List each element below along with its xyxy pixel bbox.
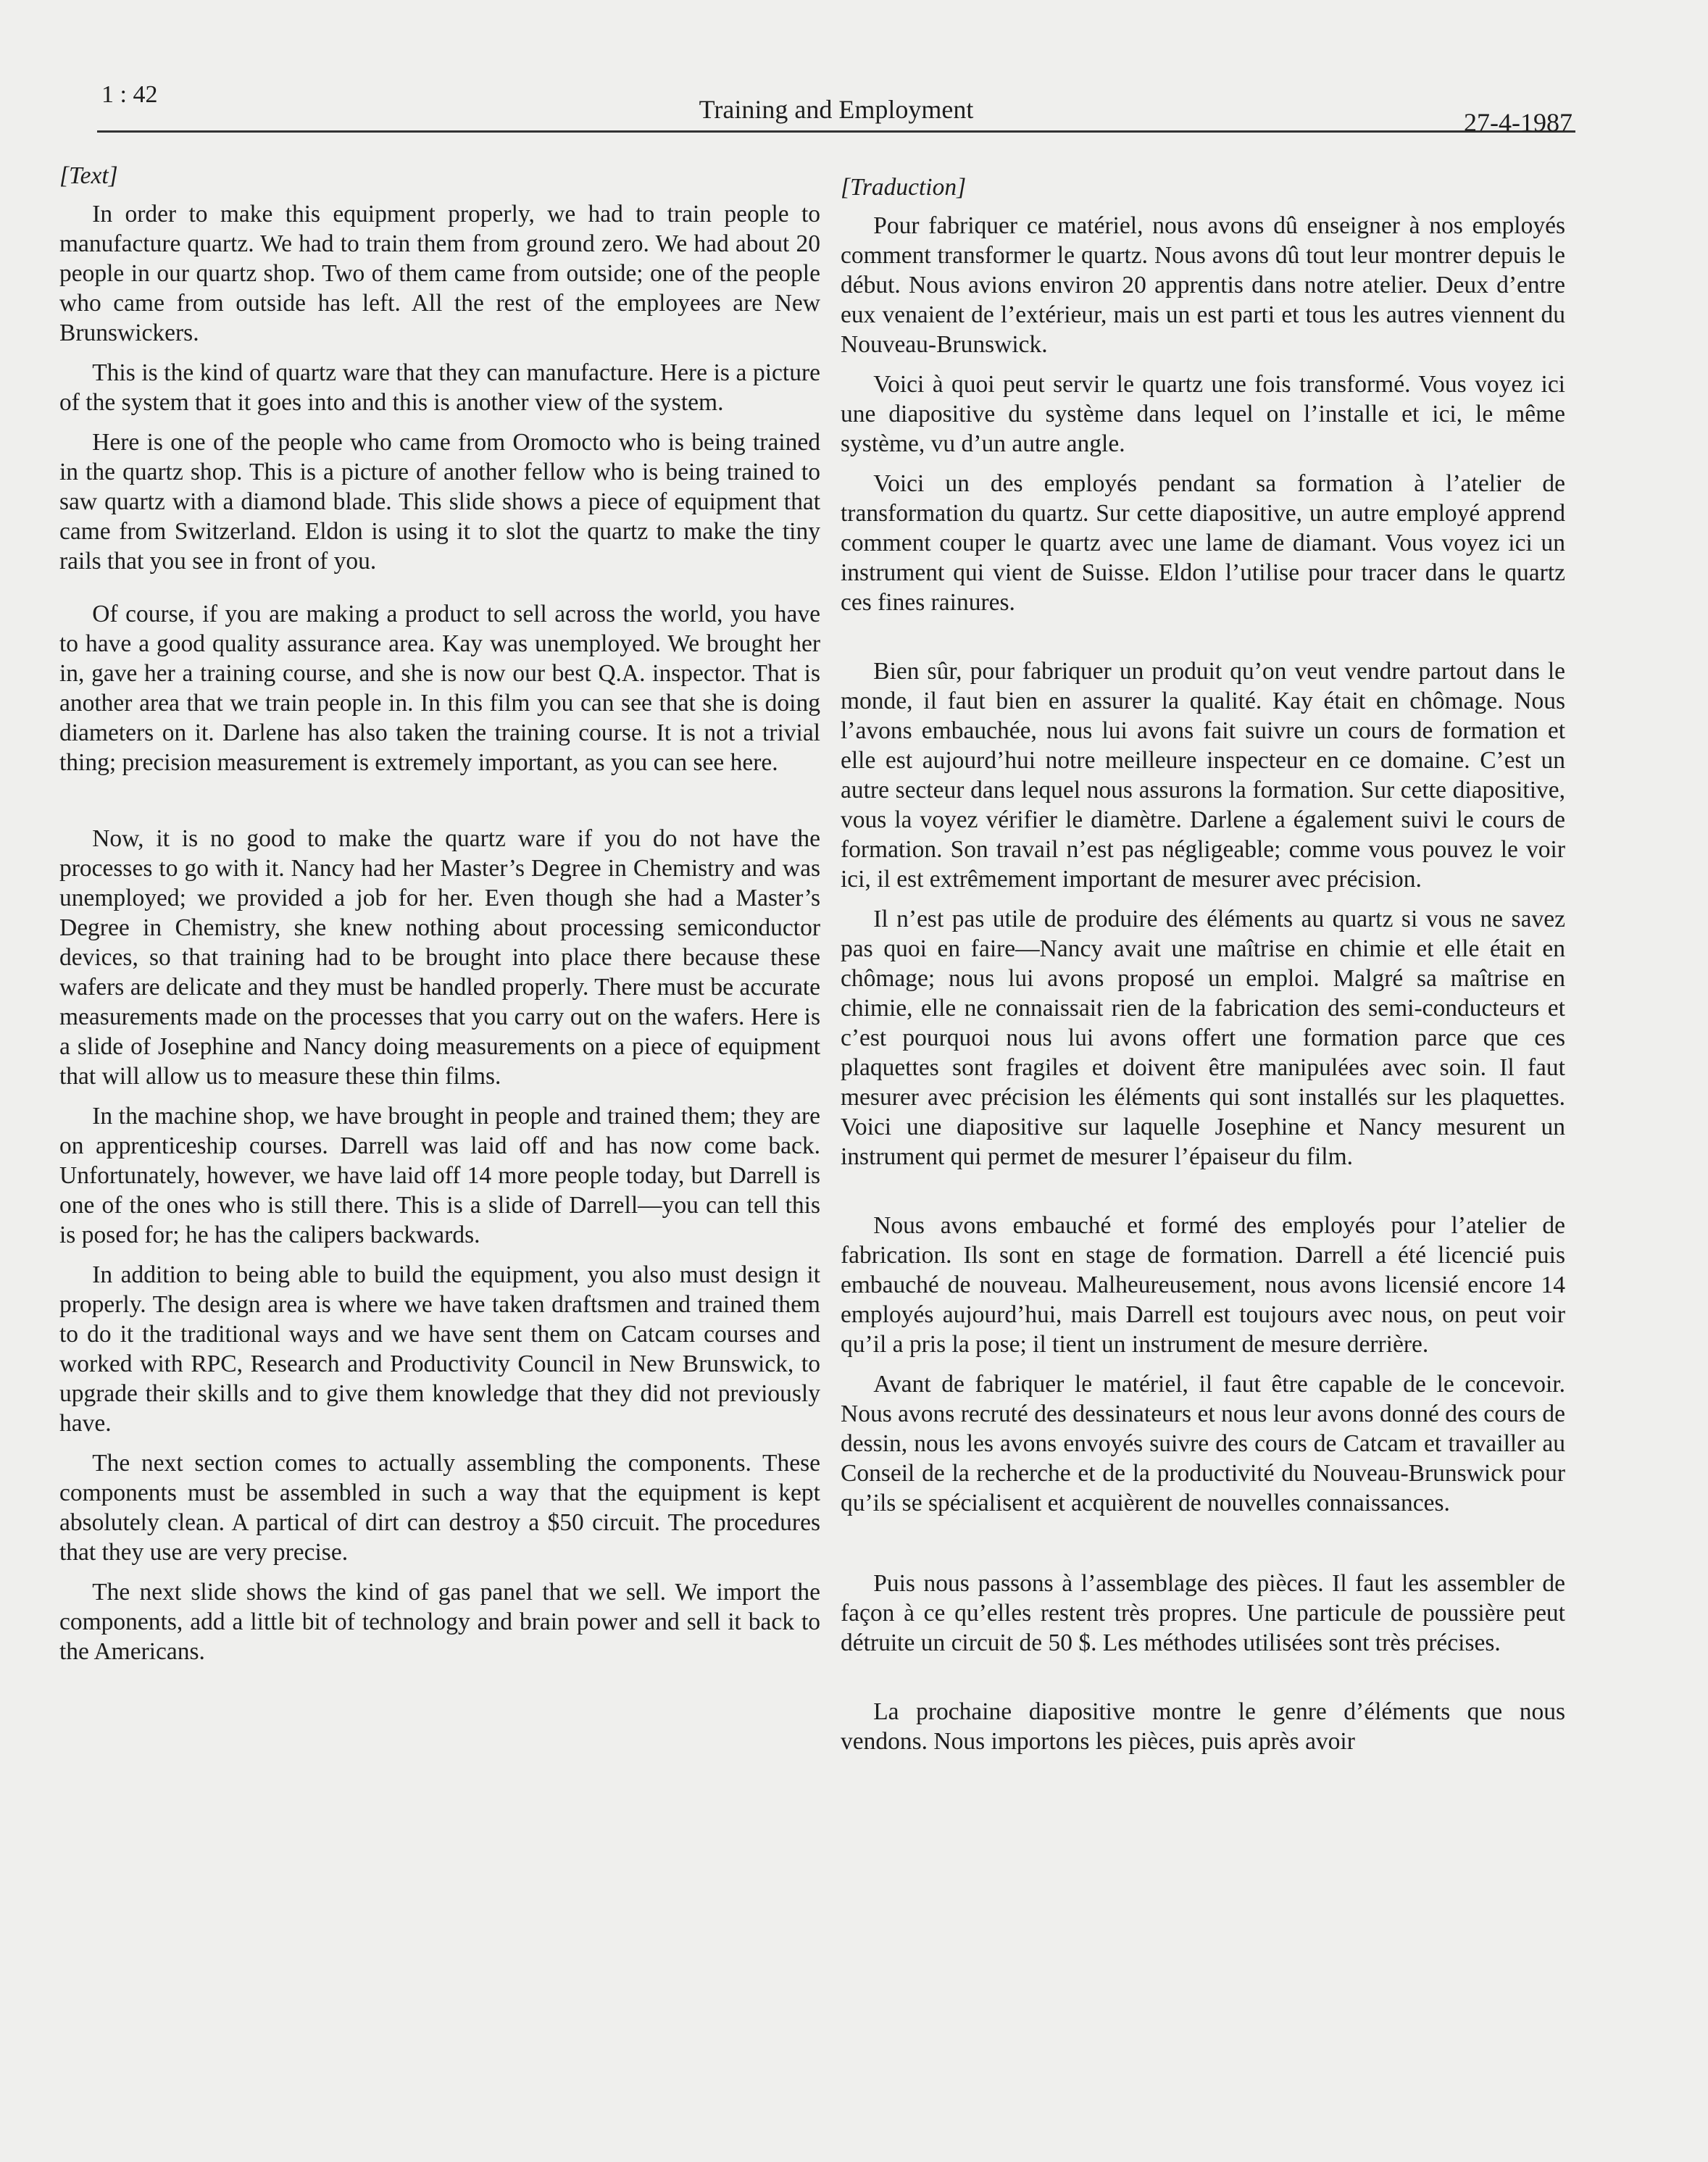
french-paragraph: Il n’est pas utile de produire des éléments au quartz si vous ne savez pas quoi en faire—Nancy avait une maîtrise en chimie et elle était en chômage; nous lui avons proposé un emploi. Malgré sa maîtrise en chimie, elle ne connaissait rien de la fabrication des semi-conducteurs et c’est pourquoi nous lui avons offert une formation parce que ces plaquettes sont fragiles et doivent être manipulées avec soin. Il faut mesurer avec précision les éléments qui sont installés sur les plaquettes. Voici une diapositive sur laquelle Josephine et Nancy mesurent un instrument qui permet de mesurer l’épaiseur du film.: [841, 906, 1565, 1170]
english-paragraph: The next slide shows the kind of gas panel that we sell. We import the components, add a little bit of technology and brain power and sell it back to the Americans.: [59, 1579, 820, 1665]
french-paragraph: La prochaine diapositive montre le genre d’éléments que nous vendons. Nous importons les pièces, puis après avoir: [841, 1698, 1565, 1755]
page-header: [97, 75, 1575, 137]
english-paragraph: In addition to being able to build the equipment, you also must design it properly. The design area is where we have taken draftsmen and trained them to do it the traditional ways and we have sent them on Catcam courses and worked with RPC, Research and Productivity Council in New Brunswick, to upgrade their skills and to give them knowledge that they did not previously have.: [59, 1261, 820, 1437]
french-paragraph: Puis nous passons à l’assemblage des pièces. Il faut les assembler de façon à ce qu’elles restent très propres. Une particule de poussière peut détruite un circuit de 50 $. Les méthodes utilisées sont très précises.: [841, 1570, 1565, 1656]
english-heading: [Text]: [59, 162, 118, 189]
english-paragraph: Of course, if you are making a product to sell across the world, you have to have a good quality assurance area. Kay was unemployed. We brought her in, gave her a training course, and she is now our best Q.A. inspector. That is another area that we train people in. In this film you can see that she is doing diameters on it. Darlene has also taken the training course. It is not a trivial thing; precision measurement is extremely important, as you can see here.: [59, 601, 820, 776]
french-paragraph: Voici à quoi peut servir le quartz une fois transformé. Vous voyez ici une diapositive du système dans lequel on l’installe et ici, le même système, vu d’un autre angle.: [841, 371, 1565, 457]
french-paragraph: Avant de fabriquer le matériel, il faut être capable de le concevoir. Nous avons recruté des dessinateurs et nous leur avons donné des cours de dessin, nous les avons envoyés suivre des cours de Catcam et travailler au Conseil de la recherche et de la productivité du Nouveau-Brunswick pour qu’ils se spécialisent et acquièrent de nouvelles connaissances.: [841, 1371, 1565, 1516]
english-paragraph: In the machine shop, we have brought in people and trained them; they are on apprenticeship courses. Darrell was laid off and has now come back. Unfortunately, however, we have laid off 14 more people today, but Darrell is one of the ones who is still there. This is a slide of Darrell—you can tell this is posed for; he has the calipers backwards.: [59, 1103, 820, 1248]
french-paragraph: Nous avons embauché et formé des employés pour l’atelier de fabrication. Ils sont en stage de formation. Darrell a été licencié puis embauché de nouveau. Malheureusement, nous avons licensié encore 14 employés aujourd’hui, mais Darrell est toujours avec nous, on peut voir qu’il a pris la pose; il tient un instrument de mesure derrière.: [841, 1212, 1565, 1358]
english-column: [59, 161, 820, 1666]
english-paragraph: Now, it is no good to make the quartz ware if you do not have the processes to go with it. Nancy had her Master’s Degree in Chemistry and was unemployed; we provided a job for her. Even though she had a Master’s Degree in Chemistry, she knew nothing about processing semiconductor devices, so that training had to be brought into place there because these wafers are delicate and they must be handled properly. There must be accurate measurements made on the processes that you carry out on the wafers. Here is a slide of Josephine and Nancy doing measurements on a piece of equipment that will allow us to measure these thin films.: [59, 825, 820, 1090]
english-paragraph: In order to make this equipment properly, we had to train people to manufacture quartz. We had to train them from ground zero. We had about 20 people in our quartz shop. Two of them came from outside; one of the people who came from outside has left. All the rest of the employees are New Brunswickers.: [59, 201, 820, 346]
page-number: 1 : 42: [101, 81, 158, 108]
french-column: [841, 161, 1565, 1756]
french-paragraph: Pour fabriquer ce matériel, nous avons dû enseigner à nos employés comment transformer le quartz. Nous avons dû tout leur montrer depuis le début. Nous avions environ 20 apprentis dans notre atelier. Deux d’entre eux venaient de l’extérieur, mais un est parti et tous les autres viennent du Nouveau-Brunswick.: [841, 212, 1565, 358]
header-date: 27-4-1987: [1464, 108, 1572, 137]
english-paragraph: The next section comes to actually assembling the components. These components must be assembled in such a way that the equipment is kept absolutely clean. A partical of dirt can destroy a $50 circuit. The procedures that they use are very precise.: [59, 1450, 820, 1566]
english-paragraph: Here is one of the people who came from Oromocto who is being trained in the quartz shop. This is a picture of another fellow who is being trained to saw quartz with a diamond blade. This slide shows a piece of equipment that came from Switzerland. Eldon is using it to slot the quartz to make the tiny rails that you see in front of you.: [59, 429, 820, 575]
french-paragraph: Bien sûr, pour fabriquer un produit qu’on veut vendre partout dans le monde, il faut bien en assurer la qualité. Kay était en chômage. Nous l’avons embauchée, nous lui avons fait suivre un cours de formation et elle est aujourd’hui notre meilleure inspecteur en ce domaine. C’est un autre secteur dans lequel nous assurons la formation. Sur cette diapositive, vous la voyez vérifier le diamètre. Darlene a également suivi le cours de formation. Son travail n’est pas négligeable; comme vous pouvez le voir ici, il est extrêmement important de mesurer avec précision.: [841, 658, 1565, 893]
running-title: Training and Employment: [699, 95, 974, 124]
english-paragraph: This is the kind of quartz ware that they can manufacture. Here is a picture of the system that it goes into and this is another view of the system.: [59, 359, 820, 416]
french-paragraph: Voici un des employés pendant sa formation à l’atelier de transformation du quartz. Sur cette diapositive, un autre employé apprend comment couper le quartz avec une lame de diamant. Vous voyez ici un instrument qui vient de Suisse. Eldon l’utilise pour tracer dans le quartz ces fines rainures.: [841, 470, 1565, 616]
french-heading: [Traduction]: [841, 174, 967, 201]
